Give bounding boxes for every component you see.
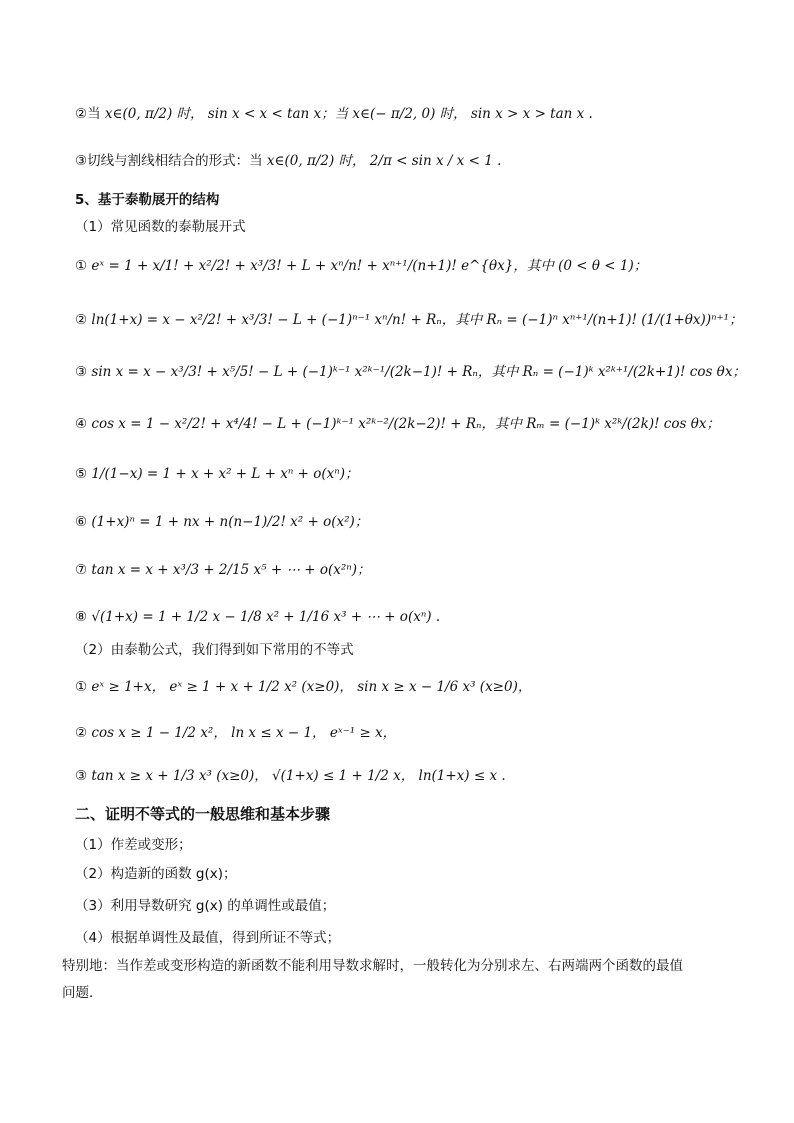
formula: eˣ = 1 + x/1! + x²/2! + x³/3! + L + xⁿ/n! + xⁿ⁺¹/(n+1)! e^{θx}，其中 (0 < θ < 1)； [87, 258, 648, 274]
item-number: ③ [75, 768, 88, 784]
formula: cos x ≥ 1 − 1/2 x²， ln x ≤ x − 1， eˣ⁻¹ ≥ x， [87, 725, 397, 741]
formula: x∈(0, π/2) 时， 2/π < sin x / x < 1 . [262, 153, 502, 169]
line-text: （3）利用导数研究 g(x) 的单调性或最值； [75, 898, 336, 914]
line-text: 二、证明不等式的一般思维和基本步骤 [75, 805, 331, 823]
item-prefix: 切线与割线相结合的形式：当 [87, 153, 263, 169]
text-line [75, 640, 354, 660]
section-heading [75, 804, 330, 825]
line-text: 问题． [62, 985, 103, 1001]
text-line [75, 256, 647, 276]
formula: eˣ ≥ 1+x， eˣ ≥ 1 + x + 1/2 x² (x≥0)， sin x ≥ x − 1/6 x³ (x≥0)， [87, 679, 532, 695]
item-number: ② [75, 312, 88, 328]
formula: tan x = x + x³/3 + 2/15 x⁵ + ⋯ + o(x²ⁿ)； [87, 562, 371, 578]
text-line [75, 560, 371, 580]
text-line [75, 607, 440, 627]
formula: cos x = 1 − x²/2! + x⁴/4! − L + (−1)ᵏ⁻¹ x²ᵏ⁻²/(2k−2)! + Rₙ，其中 Rₘ = (−1)ᵏ x²ᵏ/(2k)! cos θx； [87, 416, 720, 432]
text-line [75, 310, 743, 330]
item-number: ③ [75, 364, 88, 380]
item-number: ⑧ [75, 609, 88, 625]
text-line [75, 928, 340, 948]
subsection-heading [75, 190, 219, 210]
line-text: （1）作差或变形； [75, 837, 192, 853]
text-line [75, 217, 246, 237]
text-line [75, 896, 335, 916]
formula: tan x ≥ x + 1/3 x³ (x≥0)， √(1+x) ≤ 1 + 1/2 x， ln(1+x) ≤ x . [87, 768, 506, 784]
formula: √(1+x) = 1 + 1/2 x − 1/8 x² + 1/16 x³ + ⋯ + o(xⁿ) . [87, 609, 441, 625]
item-number: ① [75, 679, 88, 695]
formula: (1+x)ⁿ = 1 + nx + n(n−1)/2! x² + o(x²)； [87, 514, 369, 530]
formula: x∈(0, π/2) 时， sin x < x < tan x；当 x∈(− π/2, 0) 时， sin x > x > tan x . [100, 106, 593, 122]
text-line [75, 766, 506, 786]
formula: ln(1+x) = x − x²/2! + x³/3! − L + (−1)ⁿ⁻¹ xⁿ/n! + Rₙ，其中 Rₙ = (−1)ⁿ xⁿ⁺¹/(n+1)! (1/(1+θx))ⁿ⁺¹； [87, 312, 743, 328]
line-text: 5、基于泰勒展开的结构 [75, 192, 220, 208]
line-text: （2）构造新的函数 g(x)； [75, 866, 237, 882]
line-text: 特别地：当作差或变形构造的新函数不能利用导数求解时，一般转化为分别求左、右两端两个函数的最值 [62, 958, 683, 974]
text-line [75, 151, 501, 171]
text-line [75, 835, 192, 855]
text-line [75, 464, 358, 484]
text-line [75, 512, 368, 532]
item-number: ④ [75, 416, 88, 432]
item-prefix: 当 [87, 106, 101, 122]
item-number: ⑥ [75, 514, 88, 530]
item-number: ② [75, 106, 88, 122]
text-line [75, 414, 720, 434]
text-line [75, 104, 593, 124]
item-number: ③ [75, 153, 88, 169]
formula: sin x = x − x³/3! + x⁵/5! − L + (−1)ᵏ⁻¹ x²ᵏ⁻¹/(2k−1)! + Rₙ，其中 Rₙ = (−1)ᵏ x²ᵏ⁺¹/(2k+1)! cos θx； [87, 364, 746, 380]
line-text: （2）由泰勒公式，我们得到如下常用的不等式 [75, 642, 354, 658]
item-number: ① [75, 258, 88, 274]
line-text: （1）常见函数的泰勒展开式 [75, 219, 246, 235]
line-text: （4）根据单调性及最值，得到所证不等式； [75, 930, 341, 946]
item-number: ⑦ [75, 562, 88, 578]
text-line [75, 723, 396, 743]
text-line [62, 983, 103, 1003]
item-number: ⑤ [75, 466, 88, 482]
formula: 1/(1−x) = 1 + x + x² + L + xⁿ + o(xⁿ)； [87, 466, 359, 482]
text-line [75, 362, 746, 382]
text-line [75, 864, 236, 884]
text-line [62, 956, 683, 976]
text-line [75, 677, 531, 697]
item-number: ② [75, 725, 88, 741]
